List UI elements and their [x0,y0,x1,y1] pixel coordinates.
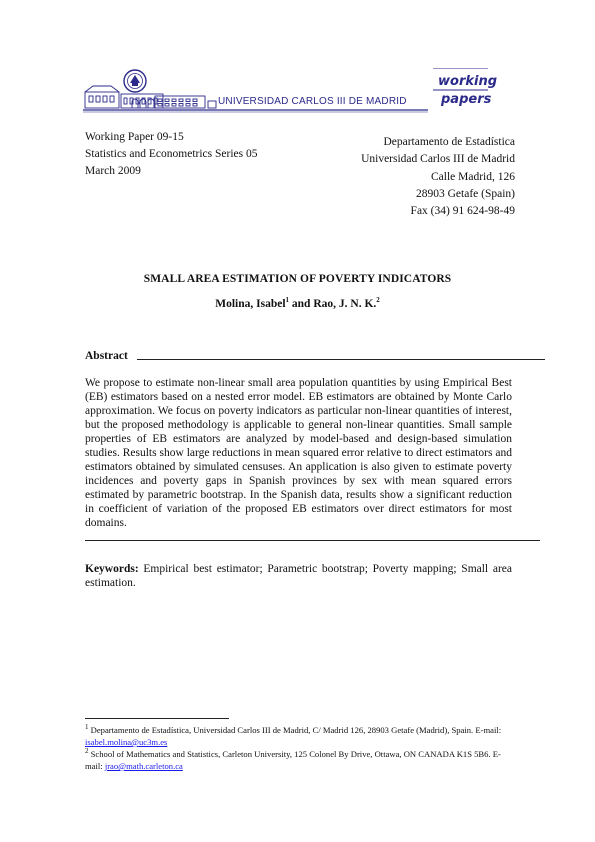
author-2: Rao, J. N. K. [313,298,377,310]
building-left-icon [85,86,119,108]
building-right-icon [155,96,205,108]
author-joiner: and [289,298,314,310]
department-address [361,134,515,220]
footnote-2-mark: 2 [85,747,89,756]
paper-series-info [85,129,257,180]
footnote-2-email-link[interactable]: jrao@math.carleton.ca [104,761,183,771]
university-name-banner: UNIVERSIDAD CARLOS III DE MADRID [218,96,407,107]
keywords-text: Empirical best estimator; Parametric bootstrap; Poverty mapping; Small area estimation. [85,563,515,589]
fax-number: Fax (34) 91 624-98-49 [410,205,515,218]
working-paper-number: Working Paper 09-15 [85,131,184,143]
footnote-1-email-link[interactable]: isabel.molina@uc3m.es [85,737,168,747]
department-name: Departamento de Estadística [383,136,515,148]
abstract-text: We propose to estimate non-linear small area population quantities by using Empirical Best (EB) estimators based on a nested error model. EB estimators are obtained by Monte Carlo approximation. We focus on poverty indicators as particular non-linear quantities of interest, but the proposed methodology is applicable to general non-linear quantities. Small sample properties of EB estimators are analyzed by model-based and design-based simulation studies. Results show large reductions in mean squared error relative to direct estimators and estimators obtained by simulated censuses. An application is also given to estimate poverty incidences and poverty gaps in Spanish provinces by sex with mean squared errors estimated by parametric bootstrap. In the Spanish data, results show a significant reduction in coefficient of variation of the proposed EB estimators over direct estimators for most domains. [85,377,512,529]
footnote-1-mark: 1 [85,723,89,732]
abstract-bottom-rule [85,540,540,541]
footnote-rule [85,718,229,719]
author-line [0,298,595,310]
university-seal-icon [124,70,146,92]
footnote-1 [85,724,515,748]
working-papers-word-2: papers [441,92,492,107]
abstract-heading: Abstract [85,350,128,362]
author-2-footnote-mark: 2 [376,296,380,305]
footnotes [85,724,515,772]
keywords-block [85,562,515,590]
series-name: Statistics and Econometrics Series 05 [85,148,258,160]
author-1: Molina, Isabel [215,298,286,310]
footnote-2 [85,748,515,772]
keywords-label: Keywords: [85,563,139,575]
footnote-1-text: Departamento de Estadística, Universidad Carlos III de Madrid, C/ Madrid 126, 28903 Getafe (Madrid), Spain. E-mail: [88,725,504,735]
working-papers-word-1: working [438,74,498,89]
street-address: Calle Madrid, 126 [431,170,515,183]
author-1-footnote-mark: 1 [285,296,290,305]
publication-date: March 2009 [85,165,141,177]
paper-title: SMALL AREA ESTIMATION OF POVERTY INDICATORS [143,273,452,285]
university-name: Universidad Carlos III de Madrid [361,153,515,166]
abstract-rule [137,359,545,360]
footnote-2-text: School of Mathematics and Statistics, Carleton University, 125 Colonel By Drive, Ottawa, ON CANADA K1S 5B6. E-mail: [85,749,501,771]
postal-city: 28903 Getafe (Spain) [416,187,515,200]
